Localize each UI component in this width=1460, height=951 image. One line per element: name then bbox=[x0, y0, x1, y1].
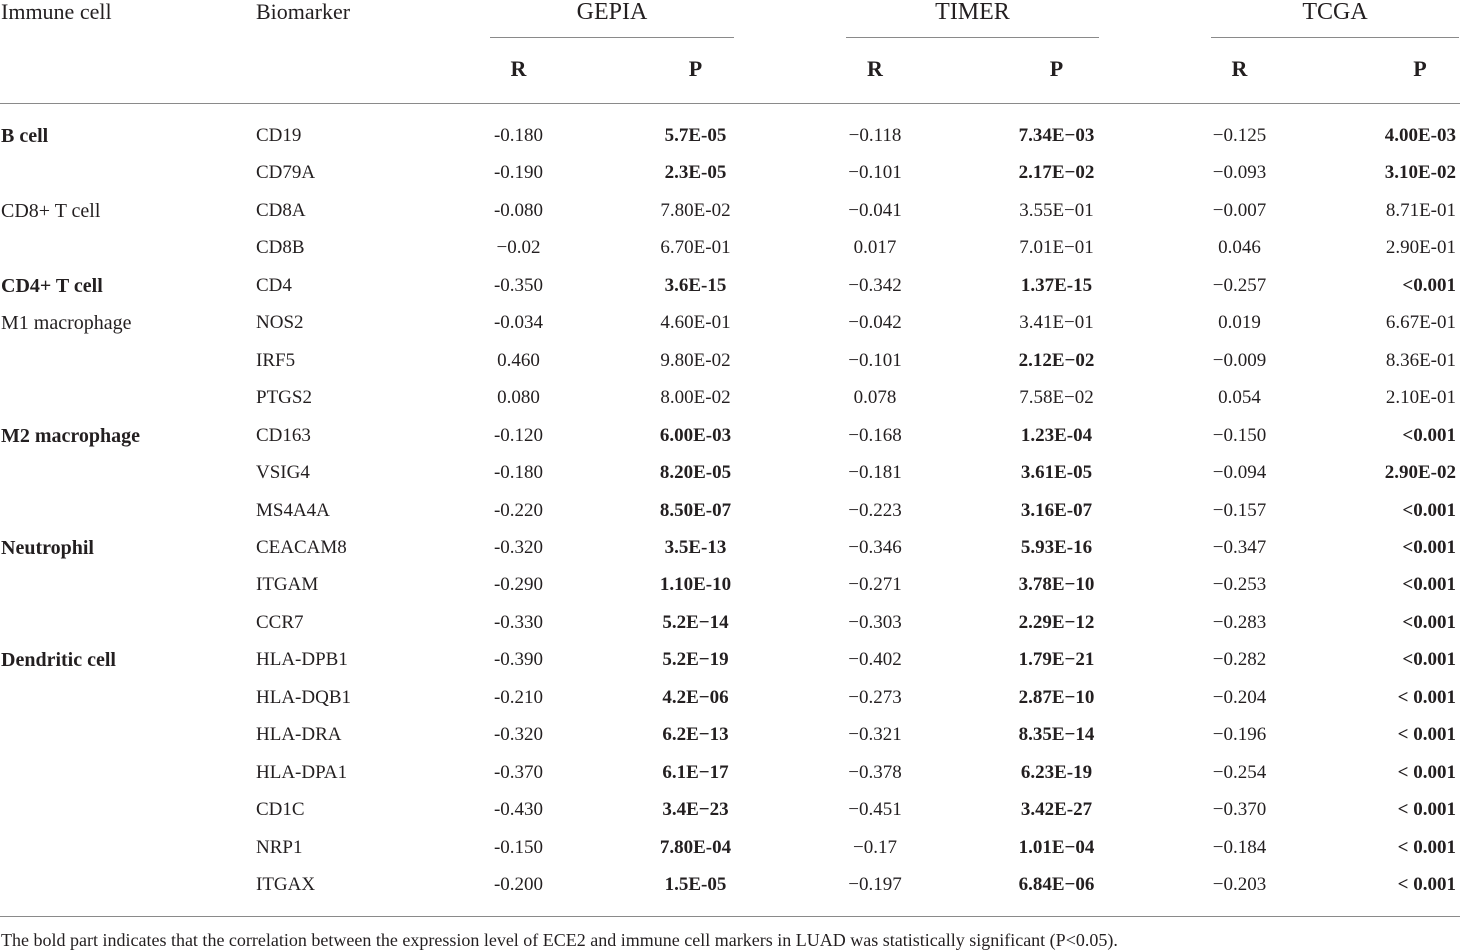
timer-p-cell: 1.37E-15 bbox=[1020, 274, 1093, 296]
tcga-r-cell: −0.204 bbox=[1212, 686, 1267, 708]
tcga-p-cell: < 0.001 bbox=[1397, 836, 1456, 858]
timer-p-cell: 3.78E−10 bbox=[1018, 574, 1095, 596]
timer-p-cell: 7.34E−03 bbox=[1018, 125, 1095, 146]
tcga-r-cell: −0.093 bbox=[1212, 162, 1267, 184]
gepia-p-cell: 6.1E−17 bbox=[662, 761, 729, 783]
gepia-p-cell: 6.70E-01 bbox=[660, 237, 731, 259]
gepia-r-header: R bbox=[510, 56, 527, 81]
gepia-p-cell: 3.4E−23 bbox=[662, 799, 729, 821]
gepia-r-cell: -0.320 bbox=[493, 724, 544, 746]
biomarker-cell: CD19 bbox=[256, 125, 302, 146]
tcga-p-cell: 2.10E-01 bbox=[1385, 387, 1456, 409]
tcga-p-cell: 8.36E-01 bbox=[1385, 349, 1456, 371]
tcga-r-cell: −0.009 bbox=[1212, 349, 1267, 371]
table-row bbox=[0, 536, 1460, 573]
biomarker-cell: NRP1 bbox=[256, 836, 303, 858]
tcga-r-cell: 0.046 bbox=[1218, 237, 1261, 259]
gepia-p-cell: 5.2E−19 bbox=[662, 649, 729, 671]
biomarker-cell: CEACAM8 bbox=[256, 537, 347, 558]
timer-p-cell: 2.29E−12 bbox=[1018, 611, 1095, 633]
gepia-r-cell: -0.330 bbox=[493, 611, 544, 633]
gepia-r-cell: -0.210 bbox=[493, 686, 544, 708]
table-bottom-rule bbox=[0, 916, 1460, 917]
table-row bbox=[0, 499, 1460, 536]
tcga-r-cell: −0.094 bbox=[1212, 462, 1267, 484]
gepia-r-cell: -0.370 bbox=[493, 761, 544, 783]
gepia-r-cell: -0.190 bbox=[493, 162, 544, 184]
timer-p-cell: 3.55E−01 bbox=[1019, 199, 1094, 221]
gepia-p-cell: 8.00E-02 bbox=[660, 387, 731, 409]
tcga-p-cell: < 0.001 bbox=[1397, 686, 1456, 708]
tcga-p-cell: <0.001 bbox=[1402, 537, 1456, 558]
biomarker-cell: CD8A bbox=[256, 199, 306, 221]
immune-cell-cell: CD8+ T cell bbox=[1, 199, 101, 222]
tcga-p-cell: 8.71E-01 bbox=[1385, 199, 1456, 221]
biomarker-cell: MS4A4A bbox=[256, 499, 330, 521]
gepia-r-cell: -0.150 bbox=[493, 836, 544, 858]
timer-p-cell: 5.93E-16 bbox=[1020, 537, 1093, 558]
tcga-p-cell: <0.001 bbox=[1402, 611, 1456, 633]
biomarker-cell: CD4 bbox=[256, 274, 292, 296]
immune-cell-cell: Neutrophil bbox=[1, 537, 94, 559]
tcga-p-cell: 3.10E-02 bbox=[1384, 162, 1456, 184]
table-row bbox=[0, 723, 1460, 760]
table-row bbox=[0, 199, 1460, 236]
timer-r-cell: −0.378 bbox=[848, 761, 902, 783]
timer-header: TIMER bbox=[935, 0, 1010, 25]
tcga-r-header: R bbox=[1231, 56, 1248, 81]
biomarker-cell: CD8B bbox=[256, 237, 305, 259]
table-row bbox=[0, 236, 1460, 273]
table-row bbox=[0, 573, 1460, 610]
timer-r-cell: −0.342 bbox=[848, 274, 902, 296]
gepia-r-cell: -0.430 bbox=[493, 799, 544, 821]
tcga-header: TCGA bbox=[1302, 0, 1368, 25]
table-row bbox=[0, 686, 1460, 723]
tcga-r-cell: −0.150 bbox=[1212, 424, 1267, 446]
gepia-r-cell: -0.290 bbox=[493, 574, 544, 596]
timer-r-cell: 0.078 bbox=[853, 387, 897, 409]
biomarker-cell: HLA-DRA bbox=[256, 724, 342, 746]
table-row bbox=[0, 873, 1460, 910]
timer-p-header: P bbox=[1049, 56, 1064, 81]
biomarker-cell: CD79A bbox=[256, 162, 316, 184]
gepia-p-cell: 1.10E-10 bbox=[659, 574, 732, 596]
gepia-r-cell: -0.200 bbox=[493, 874, 544, 895]
tcga-p-cell: <0.001 bbox=[1402, 574, 1456, 596]
biomarker-header: Biomarker bbox=[256, 0, 351, 24]
timer-p-cell: 3.61E-05 bbox=[1020, 462, 1093, 484]
gepia-p-cell: 3.5E-13 bbox=[664, 537, 727, 558]
gepia-p-cell: 7.80E-04 bbox=[659, 836, 732, 858]
tcga-p-cell: 6.67E-01 bbox=[1385, 312, 1456, 334]
biomarker-cell: HLA-DQB1 bbox=[256, 686, 351, 708]
timer-r-cell: −0.402 bbox=[848, 649, 902, 671]
tcga-r-cell: −0.196 bbox=[1212, 724, 1267, 746]
timer-r-cell: 0.017 bbox=[853, 237, 897, 259]
tcga-p-cell: <0.001 bbox=[1402, 424, 1456, 446]
header-bottom-rule bbox=[0, 103, 1460, 104]
immune-cell-cell: Dendritic cell bbox=[1, 649, 116, 672]
biomarker-cell: ITGAM bbox=[256, 574, 319, 596]
timer-p-cell: 2.12E−02 bbox=[1018, 349, 1095, 371]
table-row bbox=[0, 648, 1460, 685]
immune-cell-cell: M2 macrophage bbox=[1, 424, 141, 447]
timer-p-cell: 7.58E−02 bbox=[1019, 387, 1094, 409]
table-row bbox=[0, 836, 1460, 873]
tcga-r-cell: 0.019 bbox=[1218, 312, 1261, 334]
gepia-r-cell: -0.034 bbox=[493, 312, 544, 334]
biomarker-cell: CCR7 bbox=[256, 611, 304, 633]
biomarker-cell: PTGS2 bbox=[256, 387, 312, 409]
timer-p-cell: 3.42E-27 bbox=[1020, 799, 1093, 821]
timer-p-cell: 1.01E−04 bbox=[1018, 836, 1095, 858]
gepia-p-cell: 4.2E−06 bbox=[662, 686, 729, 708]
table-footnote: The bold part indicates that the correlation between the expression level of ECE2 and immune cell markers in LUAD was statistically significant (P<0.05). bbox=[1, 930, 1118, 950]
gepia-r-cell: -0.350 bbox=[493, 274, 544, 296]
table-row bbox=[0, 761, 1460, 798]
table-row bbox=[0, 161, 1460, 198]
gepia-r-cell: -0.120 bbox=[493, 424, 544, 446]
timer-r-cell: −0.168 bbox=[848, 424, 902, 446]
timer-r-cell: −0.303 bbox=[848, 611, 902, 633]
biomarker-cell: VSIG4 bbox=[256, 462, 310, 484]
tcga-p-header: P bbox=[1413, 56, 1427, 81]
tcga-p-cell: 2.90E-02 bbox=[1384, 462, 1456, 484]
tcga-r-cell: −0.125 bbox=[1212, 125, 1267, 146]
tcga-header-rule bbox=[1211, 37, 1459, 38]
gepia-header-rule bbox=[490, 37, 734, 38]
gepia-r-cell: 0.080 bbox=[497, 387, 540, 409]
gepia-p-cell: 8.50E-07 bbox=[659, 499, 732, 521]
tcga-r-cell: −0.007 bbox=[1212, 199, 1267, 221]
gepia-p-cell: 4.60E-01 bbox=[660, 312, 731, 334]
tcga-r-cell: −0.257 bbox=[1212, 274, 1267, 296]
tcga-r-cell: −0.157 bbox=[1212, 499, 1267, 521]
timer-r-cell: −0.042 bbox=[848, 312, 902, 334]
timer-r-cell: −0.451 bbox=[848, 799, 902, 821]
biomarker-cell: ITGAX bbox=[256, 874, 316, 895]
timer-r-cell: −0.101 bbox=[848, 162, 902, 184]
gepia-p-cell: 6.00E-03 bbox=[659, 424, 732, 446]
timer-r-cell: −0.223 bbox=[848, 499, 902, 521]
gepia-r-cell: -0.180 bbox=[493, 462, 544, 484]
tcga-r-cell: −0.283 bbox=[1212, 611, 1267, 633]
table-row bbox=[0, 798, 1460, 835]
timer-p-cell: 1.79E−21 bbox=[1018, 649, 1095, 671]
timer-r-cell: −0.17 bbox=[853, 836, 897, 858]
timer-r-cell: −0.346 bbox=[848, 537, 902, 558]
immune-cell-header: Immune cell bbox=[1, 0, 112, 24]
timer-header-rule bbox=[846, 37, 1099, 38]
tcga-r-cell: −0.254 bbox=[1212, 761, 1267, 783]
immune-cell-cell: CD4+ T cell bbox=[1, 274, 103, 297]
tcga-r-cell: −0.253 bbox=[1212, 574, 1267, 596]
gepia-p-header: P bbox=[688, 56, 703, 81]
gepia-header: GEPIA bbox=[576, 0, 648, 25]
table-row bbox=[0, 124, 1460, 161]
tcga-r-cell: 0.054 bbox=[1218, 387, 1261, 409]
timer-r-cell: −0.118 bbox=[848, 125, 902, 146]
biomarker-cell: IRF5 bbox=[256, 349, 296, 371]
table-row bbox=[0, 611, 1460, 648]
tcga-p-cell: 2.90E-01 bbox=[1385, 237, 1456, 259]
timer-r-cell: −0.271 bbox=[848, 574, 902, 596]
gepia-p-cell: 3.6E-15 bbox=[664, 274, 727, 296]
table-row bbox=[0, 386, 1460, 423]
tcga-r-cell: −0.347 bbox=[1212, 537, 1267, 558]
tcga-p-cell: < 0.001 bbox=[1397, 724, 1456, 746]
timer-p-cell: 8.35E−14 bbox=[1018, 724, 1095, 746]
timer-r-cell: −0.181 bbox=[848, 462, 902, 484]
timer-r-cell: −0.197 bbox=[848, 874, 902, 895]
gepia-p-cell: 6.2E−13 bbox=[662, 724, 729, 746]
tcga-p-cell: <0.001 bbox=[1402, 274, 1456, 296]
gepia-p-cell: 5.7E-05 bbox=[664, 125, 727, 146]
timer-p-cell: 6.23E-19 bbox=[1020, 761, 1093, 783]
timer-r-header: R bbox=[867, 56, 883, 81]
gepia-p-cell: 2.3E-05 bbox=[664, 162, 727, 184]
biomarker-cell: HLA-DPA1 bbox=[256, 761, 348, 783]
gepia-r-cell: -0.080 bbox=[493, 199, 544, 221]
tcga-p-cell: <0.001 bbox=[1402, 649, 1456, 671]
gepia-p-cell: 9.80E-02 bbox=[660, 349, 731, 371]
timer-p-cell: 2.17E−02 bbox=[1018, 162, 1095, 184]
timer-r-cell: −0.273 bbox=[848, 686, 902, 708]
gepia-p-cell: 7.80E-02 bbox=[660, 199, 731, 221]
immune-cell-cell: B cell bbox=[1, 125, 49, 147]
timer-p-cell: 1.23E-04 bbox=[1020, 424, 1093, 446]
gepia-p-cell: 5.2E−14 bbox=[662, 611, 729, 633]
tcga-r-cell: −0.203 bbox=[1212, 874, 1267, 895]
gepia-r-cell: −0.02 bbox=[496, 237, 541, 259]
tcga-p-cell: 4.00E-03 bbox=[1384, 125, 1456, 146]
gepia-r-cell: -0.390 bbox=[493, 649, 544, 671]
gepia-r-cell: 0.460 bbox=[497, 349, 540, 371]
timer-p-cell: 7.01E−01 bbox=[1019, 237, 1094, 259]
gepia-r-cell: -0.220 bbox=[493, 499, 544, 521]
gepia-r-cell: -0.320 bbox=[493, 537, 544, 558]
tcga-p-cell: < 0.001 bbox=[1397, 799, 1456, 821]
biomarker-cell: HLA-DPB1 bbox=[256, 649, 348, 671]
biomarker-cell: CD1C bbox=[256, 799, 305, 821]
table-row bbox=[0, 311, 1460, 348]
tcga-p-cell: < 0.001 bbox=[1397, 761, 1456, 783]
tcga-r-cell: −0.184 bbox=[1212, 836, 1267, 858]
tcga-p-cell: <0.001 bbox=[1402, 499, 1456, 521]
gepia-p-cell: 8.20E-05 bbox=[659, 462, 732, 484]
tcga-r-cell: −0.282 bbox=[1212, 649, 1267, 671]
timer-r-cell: −0.321 bbox=[848, 724, 902, 746]
gepia-r-cell: -0.180 bbox=[493, 125, 544, 146]
table-row bbox=[0, 424, 1460, 461]
table-row bbox=[0, 349, 1460, 386]
tcga-r-cell: −0.370 bbox=[1212, 799, 1267, 821]
biomarker-cell: NOS2 bbox=[256, 312, 304, 334]
timer-p-cell: 6.84E−06 bbox=[1018, 874, 1095, 895]
tcga-p-cell: < 0.001 bbox=[1397, 874, 1456, 895]
table-row bbox=[0, 461, 1460, 498]
gepia-p-cell: 1.5E-05 bbox=[664, 874, 727, 895]
timer-r-cell: −0.101 bbox=[848, 349, 902, 371]
timer-p-cell: 2.87E−10 bbox=[1018, 686, 1095, 708]
timer-p-cell: 3.16E-07 bbox=[1020, 499, 1093, 521]
timer-p-cell: 3.41E−01 bbox=[1019, 312, 1094, 334]
timer-r-cell: −0.041 bbox=[848, 199, 902, 221]
biomarker-cell: CD163 bbox=[256, 424, 311, 446]
table-row bbox=[0, 274, 1460, 311]
immune-cell-cell: M1 macrophage bbox=[1, 312, 132, 335]
